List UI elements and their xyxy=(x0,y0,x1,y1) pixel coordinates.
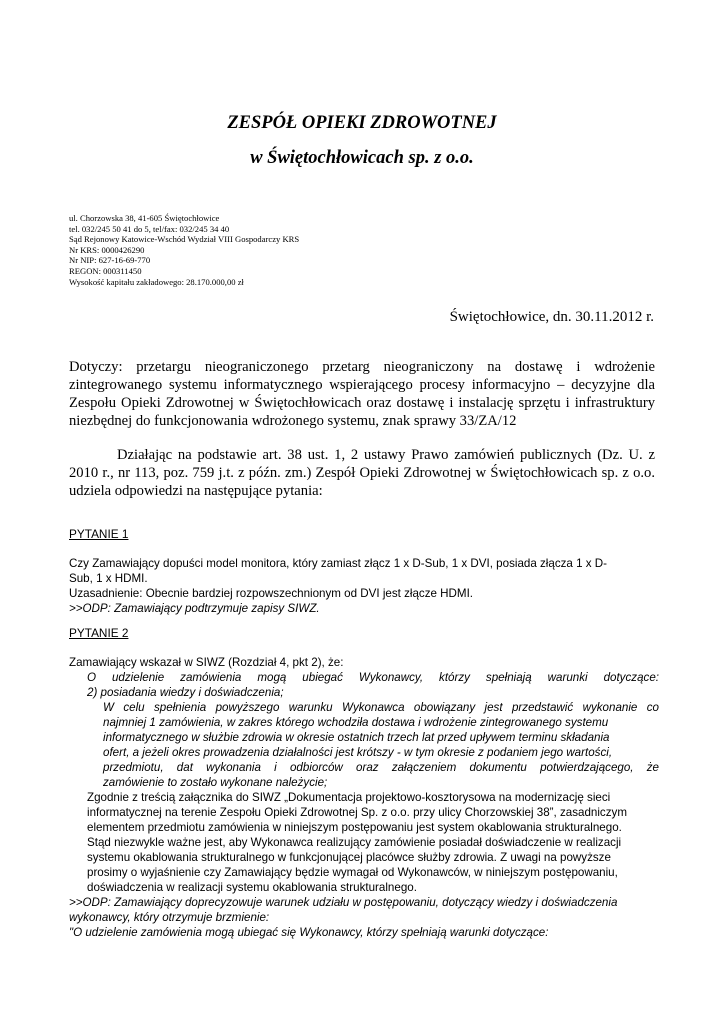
date-line: Świętochłowice, dn. 30.11.2012 r. xyxy=(449,309,654,325)
subject-paragraph: Dotyczy: przetargu nieograniczonego przetarg nieograniczony na dostawę i wdrożenie zintegrowanego systemu informatycznego wspierającego procesy informacyjno – decyzyjne dla Zespołu Opieki Zdrowotnej w Świętochłowicach oraz dostawę i instalację sprzętu i infrastruktury niezbędnej do funkcjonowania wdrożonego systemu, znak sprawy 33/ZA/12 xyxy=(69,359,655,429)
company-court: Sąd Rejonowy Katowice-Wschód Wydział VIII Gospodarczy KRS xyxy=(69,234,300,245)
quote-line: 2) posiadania wiedzy i doświadczenia; xyxy=(87,686,284,699)
question-1-heading: PYTANIE 1 xyxy=(69,527,129,541)
company-nip: Nr NIP: 627-16-69-770 xyxy=(69,255,151,266)
condition-line: przedmiotu, dat wykonania i odbiorców oraz załączeniem dokumentu potwierdzającego, że xyxy=(103,761,659,774)
question-2-text xyxy=(69,790,659,895)
document-subtitle: w Świętochłowicach sp. z o.o. xyxy=(250,148,474,168)
question-2-intro: Zamawiający wskazał w SIWZ (Rozdział 4, pkt 2), że: xyxy=(69,656,344,669)
question-1-line: Sub, 1 x HDMI. xyxy=(69,572,148,585)
answer-line: >>ODP: Zamawiający doprecyzowuje warunek udziału w postępowaniu, dotyczący wiedzy i doświadczenia xyxy=(69,896,618,909)
condition-line: zamówienie to zostało wykonane należycie; xyxy=(103,776,328,789)
condition-line: najmniej 1 zamówienia, w zakres którego wchodziła dostawa i wdrożenie zintegrowanego systemu xyxy=(103,716,609,729)
question-2-heading: PYTANIE 2 xyxy=(69,626,129,640)
body-line: elementem przedmiotu zamówienia w niniejszym postępowaniu jest system okablowania strukturalnego. xyxy=(87,821,622,834)
intro-paragraph: Działając na podstawie art. 38 ust. 1, 2 ustawy Prawo zamówień publicznych (Dz. U. z 2010 r., nr 113, poz. 759 j.t. z późn. zm.) Zespół Opieki Zdrowotnej w Świętochłowicach sp. z o.o. udziela odpowiedzi na następujące pytania: xyxy=(69,447,655,499)
question-2-quote xyxy=(69,670,659,700)
body-line: systemu okablowania strukturalnego w funkcjonującej placówce służby zdrowia. Z uwagi na powyższe xyxy=(87,851,611,864)
body-line: prosimy o wyjaśnienie czy Zamawiający będzie wymagał od Wykonawców, w niniejszym postępowaniu, xyxy=(87,866,618,879)
quote-line: O udzielenie zamówienia mogą ubiegać Wykonawcy, którzy spełniają warunki dotyczące: xyxy=(87,671,659,684)
company-regon: REGON: 000311450 xyxy=(69,265,142,276)
company-info xyxy=(69,213,299,287)
body-line: doświadczenia w realizacji systemu okablowania strukturalnego. xyxy=(87,881,417,894)
body-line: Zgodnie z treścią załącznika do SIWZ „Dokumentacja projektowo-kosztorysowa na modernizację sieci xyxy=(87,791,611,804)
question-1-answer: >>ODP: Zamawiający podtrzymuje zapisy SIWZ. xyxy=(69,602,320,615)
condition-line: ofert, a jeżeli okres prowadzenia działalności jest krótszy - w tym okresie z podaniem jego wartości, xyxy=(103,746,613,759)
company-krs: Nr KRS: 0000426290 xyxy=(69,244,145,255)
question-2-answer xyxy=(69,895,659,940)
question-1-line: Uzasadnienie: Obecnie bardziej rozpowszechnionym od DVI jest złącze HDMI. xyxy=(69,587,474,600)
condition-line: W celu spełnienia powyższego warunku Wykonawca obowiązany jest przedstawić wykonanie co xyxy=(103,701,659,714)
answer-line: wykonawcy, który otrzymuje brzmienie: xyxy=(69,911,270,924)
company-address: ul. Chorzowska 38, 41-605 Świętochłowice xyxy=(69,213,220,223)
company-phone: tel. 032/245 50 41 do 5, tel/fax: 032/245 34 40 xyxy=(69,223,230,234)
company-capital: Wysokość kapitału zakładowego: 28.170.000,00 zł xyxy=(69,276,244,287)
question-2-condition xyxy=(69,700,659,790)
body-line: informatycznej na terenie Zespołu Opieki Zdrowotnej Sp. z o.o. przy ulicy Chorzowskiej 38”, zasadniczym xyxy=(87,806,627,819)
answer-line: "O udzielenie zamówienia mogą ubiegać się Wykonawcy, którzy spełniają warunki dotyczące: xyxy=(69,926,549,939)
question-1-body xyxy=(69,556,655,616)
condition-line: informatycznego w służbie zdrowia w okresie ostatnich trzech lat przed upływem terminu składania xyxy=(103,731,610,744)
question-2-body xyxy=(69,655,659,940)
body-line: Stąd niezwykle ważne jest, aby Wykonawca realizujący zamówienie posiadał doświadczenie w realizacji xyxy=(87,836,622,849)
question-1-line: Czy Zamawiający dopuści model monitora, który zamiast złącz 1 x D-Sub, 1 x DVI, posiada złącza 1 x D- xyxy=(69,557,608,570)
document-title: ZESPÓŁ OPIEKI ZDROWOTNEJ xyxy=(227,113,497,133)
